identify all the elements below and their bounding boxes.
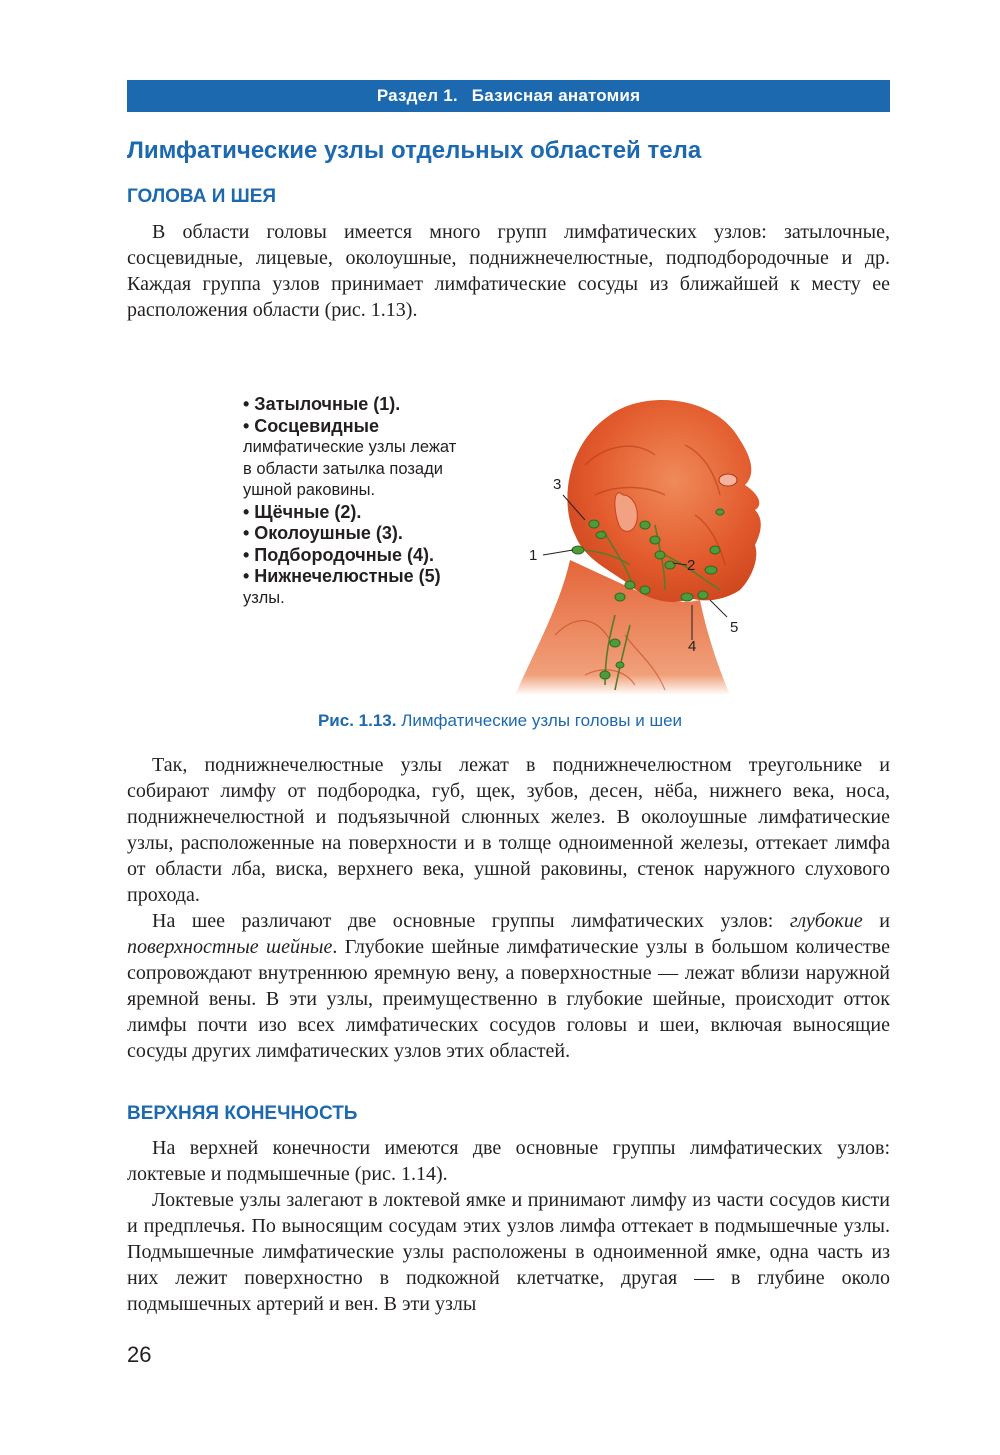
page-number: 26 xyxy=(127,1342,152,1367)
figure-label-5: 5 xyxy=(730,619,739,636)
paragraph-head-neck-intro: В области головы имеется много групп лимфатических узлов: затылочные, сосцевидные, лицевые, околоушные, поднижнечелюстные, подподбородочные и др. Каждая группа узлов принимает лимфатические сосуды из ближайшей к месту ее расположения области (рис. 1.13). xyxy=(127,221,890,321)
caption-text: Лимфатические узлы головы и шеи xyxy=(401,711,683,730)
legend-mastoid: • Сосцевидные xyxy=(243,415,379,436)
legend-submental: • Подбородочные (4). xyxy=(243,544,434,565)
legend-submandibular: • Нижнечелюстные (5) xyxy=(243,566,441,586)
figure-caption xyxy=(0,711,1000,731)
paragraph-head-neck-2: Так, поднижнечелюстные узлы лежат в поднижнечелюстном треугольнике и собирают лимфу от подбородка, губ, щек, зубов, десен, нёба, нижнего века, носа, поднижнечелюстной и подъязычной слюнных желез. В околоушные лимфатические узлы, расположенные на поверхности и в толще одноименной железы, оттекает лимфа от области лба, виска, верхнего века, ушной раковины, стенок наружного слухового прохода. xyxy=(127,754,890,906)
legend-mastoid-desc-2: в области затылка позади xyxy=(243,459,443,478)
figure-legend xyxy=(243,394,503,609)
paragraph-3-rest: . Глубокие шейные лимфатические узлы в большом количестве сопровождают внутреннюю яремную вену, а поверхностные — лежат вблизи наружной яремной вены. В эти узлы, преимущественно в глубокие шейные, происходит отток лимфы почти изо всех лимфатических сосудов головы и шеи, включая выносящие сосуды других лимфатических узлов этих областей. xyxy=(127,936,890,1062)
term-deep: глубокие xyxy=(789,910,863,932)
caption-number: Рис. 1.13. xyxy=(317,711,397,730)
figure-label-1: 1 xyxy=(529,547,538,564)
section-header-bar xyxy=(127,80,890,112)
legend-buccal: • Щёчные (2). xyxy=(243,501,362,522)
legend-mastoid-desc-1: лимфатические узлы лежат xyxy=(243,438,457,456)
section-title: Базисная анатомия xyxy=(471,86,641,105)
figure-label-3: 3 xyxy=(553,476,562,493)
paragraph-upper-limb-1: На верхней конечности имеются две основные группы лимфатических узлов: локтевые и подмышечные (рис. 1.14). xyxy=(127,1137,890,1185)
paragraph-head-neck-3 xyxy=(127,908,890,1064)
paragraph-upper-limb-2: Локтевые узлы залегают в локтевой ямке и принимают лимфу из части сосудов кисти и предплечья. По выносящим сосудам этих узлов лимфа оттекает в подмышечные узлы. Подмышечные лимфатические узлы расположены в одноименной ямке, одна часть из них лежит поверхностно в подкожной клетчатке, другая — в глубине около подмышечных артерий и вен. В эти узлы xyxy=(127,1189,890,1315)
term-superficial-cervical: поверхностные шейные xyxy=(127,936,333,958)
head-neck-lymph-illustration xyxy=(515,385,785,695)
eye-shape xyxy=(719,474,737,486)
legend-tail: узлы. xyxy=(243,588,285,607)
legend-parotid: • Околоушные (3). xyxy=(243,523,403,543)
legend-mastoid-desc-3: ушной раковины. xyxy=(243,481,376,499)
figure-label-4: 4 xyxy=(688,638,697,655)
heading-head-neck: ГОЛОВА И ШЕЯ xyxy=(127,186,277,207)
section-number: Раздел 1. xyxy=(376,86,458,105)
figure-label-2: 2 xyxy=(687,557,696,574)
legend-occipital: • Затылочные (1). xyxy=(243,394,401,414)
paragraph-3-and: и xyxy=(862,910,891,932)
paragraph-3-start: На шее различают две основные группы лимфатических узлов: xyxy=(152,910,790,932)
page-title: Лимфатические узлы отдельных областей тела xyxy=(127,137,702,164)
heading-upper-limb: ВЕРХНЯЯ КОНЕЧНОСТЬ xyxy=(127,1103,358,1124)
